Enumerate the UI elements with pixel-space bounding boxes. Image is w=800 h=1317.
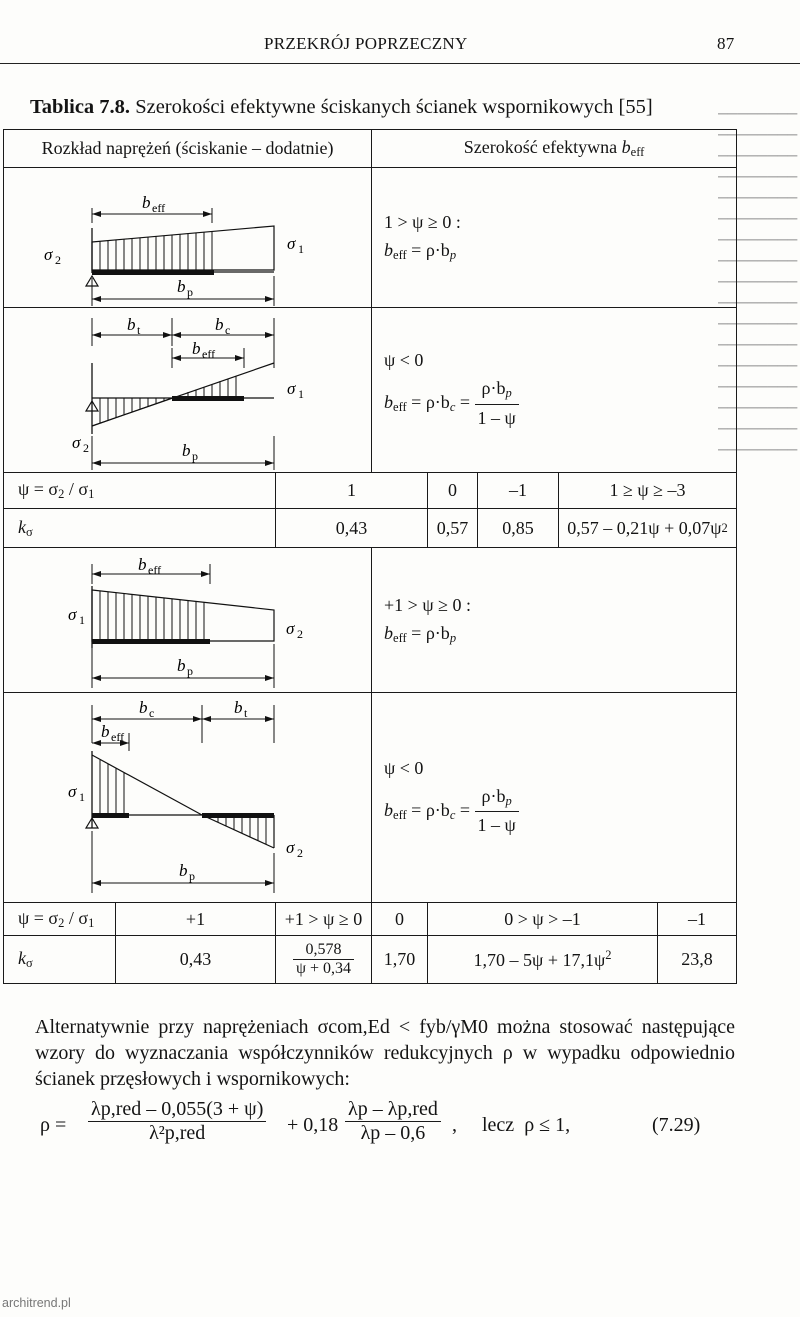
psi-value: +1 bbox=[116, 903, 276, 936]
svg-text:b: b bbox=[101, 722, 110, 741]
svg-text:σ: σ bbox=[44, 245, 53, 264]
psi-cell-split bbox=[478, 473, 737, 509]
formula-4: $b_{eff} = \rho\cdot b_c$ = $\frac{\rho\cdot b_p}{1 - \psi}$ bbox=[384, 783, 736, 840]
header-rule bbox=[0, 63, 800, 64]
svg-text:σ: σ bbox=[287, 234, 296, 253]
eq-plus: + 0,18 bbox=[287, 1114, 339, 1136]
k-value: 0,43 bbox=[276, 509, 428, 548]
svg-text:t: t bbox=[137, 323, 141, 337]
watermark: architrend.pl bbox=[2, 1296, 71, 1310]
svg-text:b: b bbox=[179, 861, 188, 880]
body-paragraph: Alternatywnie przy naprężeniach σcom,Ed < fyb/γM0 można stosować następujące wzory do wyznaczania współczynników redukcyjnych ρ w wypadku odpowiednio ścianek przęsłowych i wspornikowych: bbox=[35, 1016, 735, 1090]
svg-text:1: 1 bbox=[79, 790, 85, 804]
stress-diagram-4 bbox=[4, 693, 370, 903]
col-header-distribution: Rozkład naprężeń (ściskanie – dodatnie) bbox=[4, 130, 372, 168]
svg-text:p: p bbox=[187, 285, 193, 299]
caption-text: Szerokości efektywne ściskanych ścianek wspornikowych [55] bbox=[135, 96, 653, 118]
svg-text:p: p bbox=[192, 449, 198, 463]
k-value: 23,8 bbox=[658, 936, 737, 984]
psi-value: 0 bbox=[372, 903, 428, 936]
condition-1: 1 > ψ ≥ 0 : bbox=[384, 212, 461, 233]
svg-text:b: b bbox=[177, 656, 186, 675]
formula-cell-3 bbox=[372, 548, 737, 693]
psi-label-2: $\psi = \sigma_2 / \sigma_1$ bbox=[4, 903, 116, 936]
formula-cell-2 bbox=[372, 308, 737, 473]
svg-text:σ: σ bbox=[72, 433, 81, 452]
condition-4: ψ < 0 bbox=[384, 757, 424, 778]
svg-text:b: b bbox=[142, 193, 151, 212]
k-value: 1,70 bbox=[372, 936, 428, 984]
k-sigma-label-2: $k_\sigma$ bbox=[4, 936, 116, 984]
k-value-formula: $1,70 - 5\psi + 17,1\psi^2$ bbox=[428, 936, 658, 984]
psi-value: 1 ≥ ψ ≥ –3 bbox=[609, 480, 686, 500]
table-part-2 bbox=[3, 547, 737, 984]
svg-text:eff: eff bbox=[202, 347, 216, 361]
psi-value: 1 bbox=[276, 473, 428, 509]
svg-text:b: b bbox=[177, 277, 186, 296]
stress-diagram-3 bbox=[4, 548, 370, 693]
eq-condition: , lecz ρ ≤ 1, bbox=[452, 1114, 571, 1136]
equation-7-29 bbox=[0, 1098, 800, 1158]
svg-text:2: 2 bbox=[55, 253, 61, 267]
svg-text:eff: eff bbox=[152, 201, 166, 215]
k-cell-split bbox=[478, 509, 737, 548]
svg-text:σ: σ bbox=[286, 838, 295, 857]
svg-text:eff: eff bbox=[148, 563, 162, 577]
eq-fraction-1: λp,red – 0,055(3 + ψ) λ²p,red bbox=[88, 1098, 266, 1145]
svg-text:b: b bbox=[182, 441, 191, 460]
stress-diagram-1 bbox=[4, 168, 370, 308]
psi-label-1: $\psi = \sigma_2 / \sigma_1$ bbox=[4, 473, 276, 509]
svg-text:σ: σ bbox=[286, 619, 295, 638]
svg-text:c: c bbox=[225, 323, 231, 337]
svg-text:b: b bbox=[192, 339, 201, 358]
formula-cell-4 bbox=[372, 693, 737, 903]
caption-label: Tablica 7.8. bbox=[30, 96, 131, 118]
condition-2: ψ < 0 bbox=[384, 350, 424, 371]
condition-3: +1 > ψ ≥ 0 : bbox=[384, 594, 471, 615]
svg-text:b: b bbox=[138, 555, 147, 574]
diagram-4-cell bbox=[4, 693, 372, 903]
svg-text:eff: eff bbox=[111, 730, 125, 744]
psi-value: 0 bbox=[428, 473, 478, 509]
svg-text:σ: σ bbox=[68, 782, 77, 801]
svg-text:1: 1 bbox=[298, 387, 304, 401]
diagram-2-cell bbox=[4, 308, 372, 473]
formula-1: $b_{eff} = \rho\cdot b_p$ bbox=[384, 240, 457, 263]
formula-cell-1 bbox=[372, 168, 737, 308]
bleed-through-text: ──────── ──────── ──────── ──────── ──────── ──────── ──────── ──────── ──────── ──────── ──────── ──────── ──────── ──────── ──────── ──────── ──────── bbox=[718, 107, 798, 458]
svg-text:2: 2 bbox=[297, 627, 303, 641]
table-part-1 bbox=[3, 129, 737, 548]
table-caption bbox=[30, 96, 653, 119]
svg-text:σ: σ bbox=[287, 379, 296, 398]
k-value: 0,85 bbox=[478, 509, 559, 547]
formula-2: $b_{eff} = \rho\cdot b_c$ = $\frac{\rho\cdot b_p}{1 - \psi}$ bbox=[384, 375, 736, 432]
svg-text:2: 2 bbox=[83, 441, 89, 455]
svg-text:b: b bbox=[215, 315, 224, 334]
svg-text:b: b bbox=[234, 698, 243, 717]
running-header: PRZEKRÓJ POPRZECZNY bbox=[264, 34, 468, 53]
svg-text:1: 1 bbox=[79, 613, 85, 627]
col-header-width: Szerokość efektywna $b_{eff}$ bbox=[372, 130, 737, 168]
svg-text:b: b bbox=[139, 698, 148, 717]
psi-value: –1 bbox=[658, 903, 737, 936]
k-value: 0,43 bbox=[116, 936, 276, 984]
k-value-formula: 0,57 – 0,21ψ + 0,07ψ 2 bbox=[567, 517, 728, 538]
eq-number: (7.29) bbox=[652, 1114, 701, 1136]
svg-text:σ: σ bbox=[68, 605, 77, 624]
eq-fraction-2: λp – λp,red λp – 0,6 bbox=[345, 1098, 441, 1145]
diagram-1-cell bbox=[4, 168, 372, 308]
svg-text:b: b bbox=[127, 315, 136, 334]
svg-text:p: p bbox=[187, 664, 193, 678]
eq-rho: ρ = bbox=[40, 1114, 67, 1136]
stress-diagram-2 bbox=[4, 308, 370, 473]
psi-value: +1 > ψ ≥ 0 bbox=[276, 903, 372, 936]
svg-text:t: t bbox=[244, 706, 248, 720]
svg-text:2: 2 bbox=[297, 846, 303, 860]
diagram-3-cell bbox=[4, 548, 372, 693]
formula-3: $b_{eff} = \rho\cdot b_p$ bbox=[384, 622, 457, 645]
svg-text:p: p bbox=[189, 869, 195, 883]
page-number: 87 bbox=[717, 34, 735, 53]
k-value-fraction: $\frac{0,578}{\psi + 0,34}$ bbox=[276, 936, 372, 984]
k-value: 0,57 bbox=[428, 509, 478, 548]
psi-value: –1 bbox=[478, 473, 559, 508]
k-sigma-label-1: $k_\sigma$ bbox=[4, 509, 276, 548]
svg-text:c: c bbox=[149, 706, 155, 720]
svg-text:1: 1 bbox=[298, 242, 304, 256]
psi-value: 0 > ψ > –1 bbox=[428, 903, 658, 936]
